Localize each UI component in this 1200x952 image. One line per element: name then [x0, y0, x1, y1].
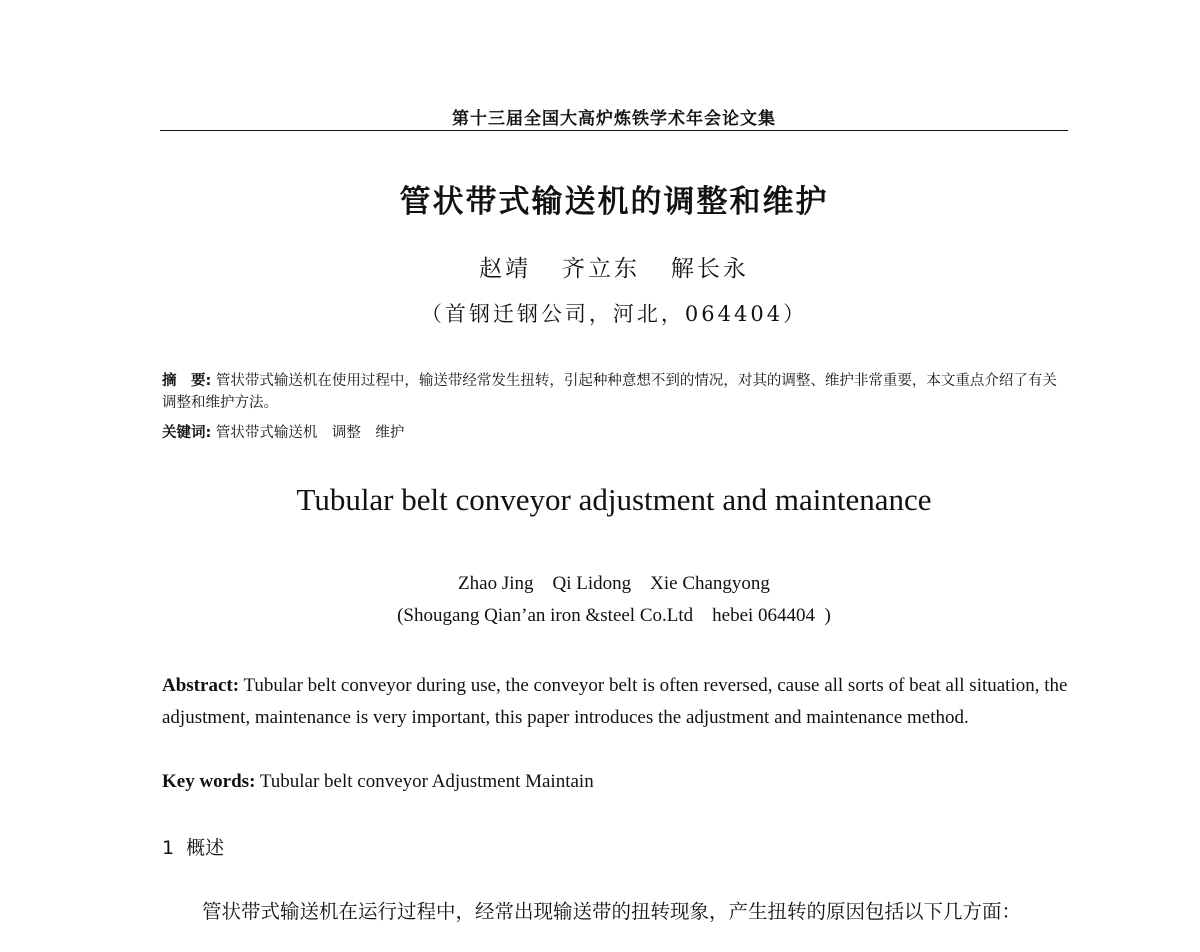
chinese-abstract-text: 管状带式输送机在使用过程中，输送带经常发生扭转，引起种种意想不到的情况，对其的调整、维护非常重要，本文重点介绍了有关调整和维护方法。 — [162, 373, 1057, 411]
english-keywords — [162, 766, 1068, 798]
chinese-keywords — [162, 422, 1068, 444]
english-authors: Zhao Jing Qi Lidong Xie Changyong — [458, 573, 770, 594]
english-abstract-text: Tubular belt conveyor during use, the conveyor belt is often reversed, cause all sorts of beat all situation, the adjustment, maintenance is very important, this paper introduces the adjustment and maintenance method. — [162, 675, 1068, 728]
chinese-abstract-label: 摘 要: — [162, 373, 212, 389]
chinese-keywords-label: 关键词: — [162, 425, 212, 441]
english-abstract-label: Abstract: — [162, 675, 240, 696]
header-rule — [160, 130, 1068, 131]
chinese-abstract — [162, 370, 1068, 414]
body-paragraph: 管状带式输送机在运行过程中，经常出现输送带的扭转现象，产生扭转的原因包括以下几方面： — [202, 900, 1022, 923]
english-abstract — [162, 670, 1072, 734]
chinese-keywords-text: 管状带式输送机 调整 维护 — [215, 425, 405, 441]
section-heading: 1 概述 — [162, 837, 225, 859]
english-keywords-text: Tubular belt conveyor Adjustment Maintain — [259, 771, 594, 792]
chinese-affiliation: （首钢迁钢公司，河北，064404） — [420, 302, 808, 326]
english-affiliation: (Shougang Qian’an iron &steel Co.Ltd hebei 064404 ) — [397, 605, 831, 626]
english-title: Tubular belt conveyor adjustment and maintenance — [296, 482, 932, 517]
chinese-authors: 赵靖 齐立东 解长永 — [479, 256, 749, 282]
english-keywords-label: Key words: — [162, 771, 256, 792]
running-header: 第十三届全国大高炉炼铁学术年会论文集 — [452, 109, 776, 129]
chinese-title: 管状带式输送机的调整和维护 — [399, 184, 829, 220]
